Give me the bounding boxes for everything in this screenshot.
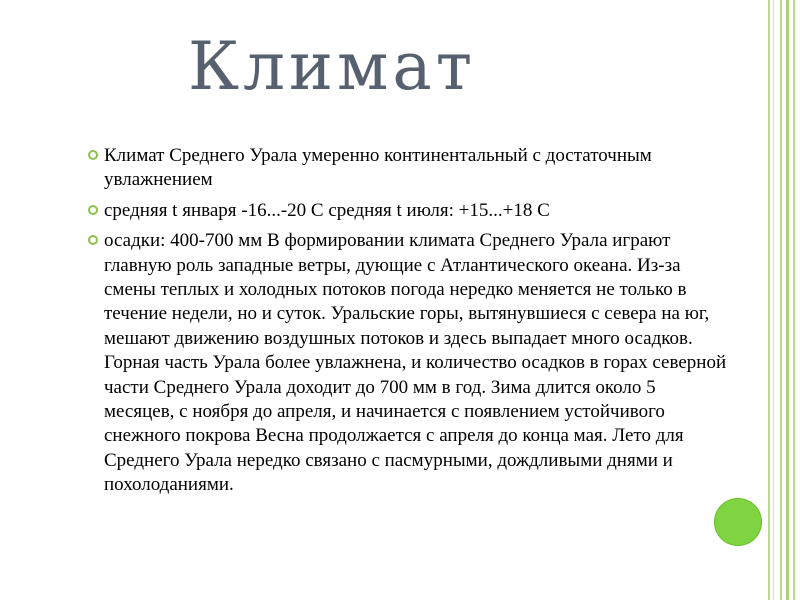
bullet-item <box>88 144 728 193</box>
bullet-text: средняя t января -16...-20 C средняя t июля: +15...+18 С <box>104 199 550 221</box>
frame-line <box>786 0 789 600</box>
frame-line <box>768 0 770 600</box>
frame-line <box>793 0 795 600</box>
slide-title: Климат <box>188 28 477 105</box>
bullet-item <box>88 199 728 223</box>
frame-line <box>773 0 774 600</box>
frame-line <box>780 0 782 600</box>
bullet-text: осадки: 400-700 мм В формировании климата Среднего Урала играют главную роль западные ветры, дующие с Атлантического океана. Из-за смены теплых и холодных потоков погода нередко меняется не только в течение недели, но и суток. Уральские горы, вытянувшиеся с севера на юг, мешают движению воздушных потоков и здесь выпадает много осадков. Горная часть Урала более увлажнена, и количество осадков в горах северной части Среднего Урала доходит до 700 мм в год. Зима длится около 5 месяцев, с ноября до апреля, и начинается с появлением устойчивого снежного покрова Весна продолжается с апреля до конца мая. Лето для Среднего Урала нередко связано с пасмурными, дождливыми днями и похолоданиями. <box>104 230 727 496</box>
bullet-ring-icon <box>88 205 98 215</box>
bullet-ring-icon <box>88 235 98 245</box>
bullet-ring-icon <box>88 150 98 160</box>
green-circle-icon <box>714 498 762 546</box>
bullet-text: Климат Среднего Урала умеренно континентальный с достаточным увлажнением <box>104 145 652 191</box>
bullet-item <box>88 229 728 497</box>
bullet-list <box>88 144 728 504</box>
